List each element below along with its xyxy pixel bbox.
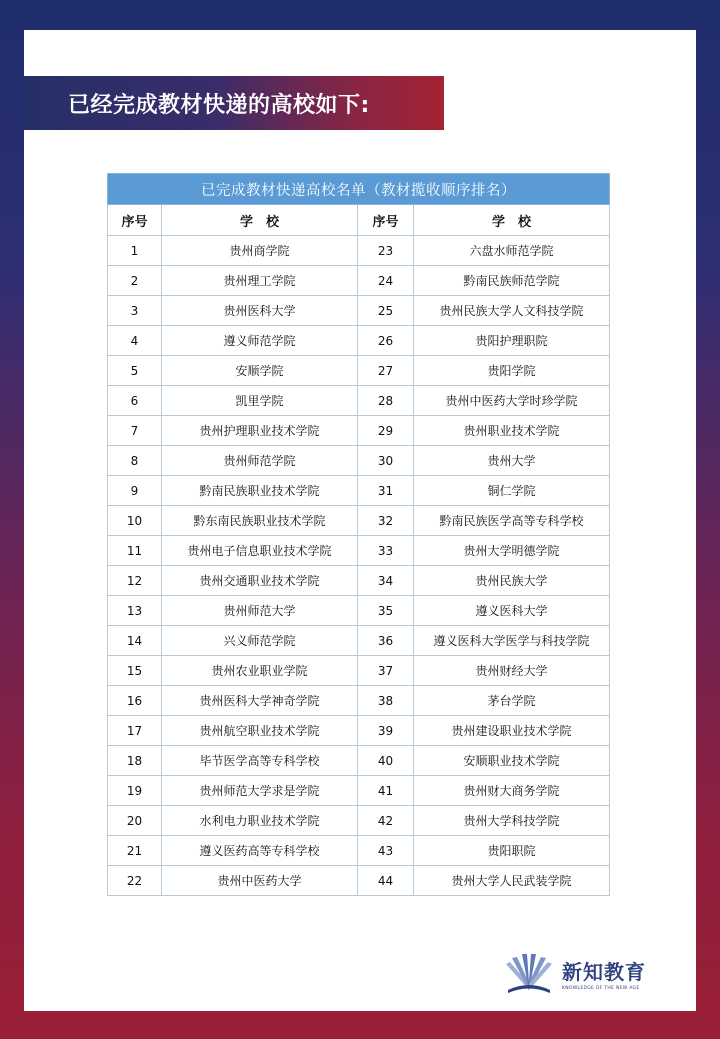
row-school-left: 水利电力职业技术学院 (162, 806, 358, 836)
row-school-right: 贵州建设职业技术学院 (414, 716, 610, 746)
row-school-right: 贵州财大商务学院 (414, 776, 610, 806)
row-school-left: 遵义医药高等专科学校 (162, 836, 358, 866)
table-body (108, 236, 610, 896)
row-school-left: 毕节医学高等专科学校 (162, 746, 358, 776)
page-title: 已经完成教材快递的高校如下: (68, 92, 370, 118)
row-school-left: 贵州商学院 (162, 236, 358, 266)
brand-logo (500, 948, 670, 998)
header-school-left: 学 校 (162, 205, 358, 236)
row-school-left: 贵州理工学院 (162, 266, 358, 296)
table-row (108, 416, 610, 446)
table-row (108, 656, 610, 686)
row-school-left: 安顺学院 (162, 356, 358, 386)
row-seq-right: 32 (358, 506, 414, 536)
row-seq-right: 33 (358, 536, 414, 566)
table-caption: 已完成教材快递高校名单（教材揽收顺序排名） (108, 174, 610, 205)
table-row (108, 326, 610, 356)
row-seq-right: 40 (358, 746, 414, 776)
row-seq-left: 8 (108, 446, 162, 476)
title-banner (24, 76, 444, 130)
row-school-right: 贵州大学科技学院 (414, 806, 610, 836)
row-school-right: 贵州民族大学 (414, 566, 610, 596)
row-school-right: 贵州财经大学 (414, 656, 610, 686)
row-seq-right: 27 (358, 356, 414, 386)
logo-tagline: KNOWLEDGE OF THE NEW AGE (562, 985, 640, 991)
row-school-left: 贵州中医药大学 (162, 866, 358, 896)
row-seq-right: 41 (358, 776, 414, 806)
row-seq-right: 43 (358, 836, 414, 866)
row-school-left: 贵州医科大学神奇学院 (162, 686, 358, 716)
row-school-right: 六盘水师范学院 (414, 236, 610, 266)
row-seq-right: 25 (358, 296, 414, 326)
row-seq-left: 1 (108, 236, 162, 266)
row-school-right: 贵州大学人民武装学院 (414, 866, 610, 896)
row-seq-left: 20 (108, 806, 162, 836)
header-seq-right: 序号 (358, 205, 414, 236)
row-school-left: 贵州师范大学 (162, 596, 358, 626)
row-seq-left: 18 (108, 746, 162, 776)
row-school-right: 贵阳护理职院 (414, 326, 610, 356)
row-school-right: 黔南民族师范学院 (414, 266, 610, 296)
row-seq-left: 15 (108, 656, 162, 686)
table-row (108, 626, 610, 656)
row-school-left: 黔南民族职业技术学院 (162, 476, 358, 506)
row-seq-left: 2 (108, 266, 162, 296)
row-seq-right: 29 (358, 416, 414, 446)
row-seq-left: 3 (108, 296, 162, 326)
row-seq-left: 21 (108, 836, 162, 866)
row-school-right: 贵州职业技术学院 (414, 416, 610, 446)
table-row (108, 266, 610, 296)
row-seq-left: 16 (108, 686, 162, 716)
row-school-right: 遵义医科大学 (414, 596, 610, 626)
row-school-left: 贵州电子信息职业技术学院 (162, 536, 358, 566)
row-seq-left: 7 (108, 416, 162, 446)
row-school-right: 贵阳学院 (414, 356, 610, 386)
row-school-left: 贵州农业职业学院 (162, 656, 358, 686)
header-school-right: 学 校 (414, 205, 610, 236)
school-list-table (107, 173, 610, 896)
table-row (108, 776, 610, 806)
row-seq-right: 38 (358, 686, 414, 716)
row-seq-left: 5 (108, 356, 162, 386)
row-seq-left: 12 (108, 566, 162, 596)
table-row (108, 806, 610, 836)
row-school-left: 贵州师范学院 (162, 446, 358, 476)
header-seq-left: 序号 (108, 205, 162, 236)
table-row (108, 236, 610, 266)
table-row (108, 566, 610, 596)
row-school-left: 贵州师范大学求是学院 (162, 776, 358, 806)
row-seq-right: 39 (358, 716, 414, 746)
row-seq-right: 26 (358, 326, 414, 356)
row-school-right: 茅台学院 (414, 686, 610, 716)
logo-name: 新知教育 (562, 959, 646, 984)
row-school-right: 贵阳职院 (414, 836, 610, 866)
row-school-right: 贵州民族大学人文科技学院 (414, 296, 610, 326)
row-seq-right: 28 (358, 386, 414, 416)
row-seq-left: 17 (108, 716, 162, 746)
row-school-left: 贵州航空职业技术学院 (162, 716, 358, 746)
row-school-right: 贵州大学明德学院 (414, 536, 610, 566)
row-school-right: 铜仁学院 (414, 476, 610, 506)
row-school-left: 兴义师范学院 (162, 626, 358, 656)
table-row (108, 686, 610, 716)
row-seq-right: 23 (358, 236, 414, 266)
row-seq-left: 14 (108, 626, 162, 656)
row-seq-right: 35 (358, 596, 414, 626)
row-school-right: 黔南民族医学高等专科学校 (414, 506, 610, 536)
row-school-left: 贵州交通职业技术学院 (162, 566, 358, 596)
row-school-left: 贵州医科大学 (162, 296, 358, 326)
row-school-left: 黔东南民族职业技术学院 (162, 506, 358, 536)
row-seq-left: 6 (108, 386, 162, 416)
row-seq-right: 42 (358, 806, 414, 836)
school-list-table-wrap (107, 173, 609, 896)
table-row (108, 296, 610, 326)
table-row (108, 476, 610, 506)
row-seq-left: 10 (108, 506, 162, 536)
row-school-left: 贵州护理职业技术学院 (162, 416, 358, 446)
table-row (108, 386, 610, 416)
table-row (108, 536, 610, 566)
page-card (24, 30, 696, 1011)
row-seq-right: 31 (358, 476, 414, 506)
row-seq-right: 24 (358, 266, 414, 296)
row-seq-left: 13 (108, 596, 162, 626)
table-row (108, 716, 610, 746)
row-seq-right: 36 (358, 626, 414, 656)
row-school-right: 安顺职业技术学院 (414, 746, 610, 776)
row-seq-left: 11 (108, 536, 162, 566)
book-fan-logo-icon (500, 950, 558, 996)
row-seq-left: 9 (108, 476, 162, 506)
row-school-left: 凯里学院 (162, 386, 358, 416)
table-row (108, 446, 610, 476)
row-seq-left: 19 (108, 776, 162, 806)
table-row (108, 596, 610, 626)
table-row (108, 866, 610, 896)
row-seq-right: 44 (358, 866, 414, 896)
row-school-right: 贵州大学 (414, 446, 610, 476)
row-seq-left: 22 (108, 866, 162, 896)
table-row (108, 836, 610, 866)
row-seq-right: 37 (358, 656, 414, 686)
table-row (108, 356, 610, 386)
row-school-right: 贵州中医药大学时珍学院 (414, 386, 610, 416)
row-school-right: 遵义医科大学医学与科技学院 (414, 626, 610, 656)
row-seq-left: 4 (108, 326, 162, 356)
row-school-left: 遵义师范学院 (162, 326, 358, 356)
table-row (108, 746, 610, 776)
row-seq-right: 30 (358, 446, 414, 476)
table-row (108, 506, 610, 536)
row-seq-right: 34 (358, 566, 414, 596)
